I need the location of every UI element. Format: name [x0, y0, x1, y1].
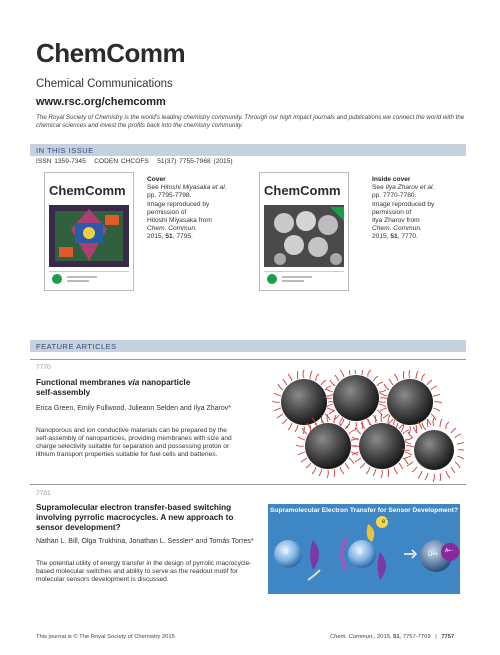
feature-articles-label: FEATURE ARTICLES	[36, 342, 117, 351]
cover-thumbnail[interactable]	[44, 172, 134, 291]
article-authors: Erica Green, Emily Fullwood, Julieann Selden and Ilya Zharov*	[36, 405, 231, 412]
article-title[interactable]: Functional membranes via nanoparticle self-assembly	[36, 378, 191, 397]
inside-cover-line1: Image reproduced by	[372, 200, 435, 208]
donor-label: D	[358, 550, 363, 556]
article-page-number: 7781	[36, 490, 51, 497]
inside-cover-author[interactable]: Ilya Zharov et al.	[385, 184, 435, 192]
cover-thumb-logo: ChemComm	[49, 183, 126, 198]
footer-year: , 2015,	[373, 634, 394, 640]
journal-url[interactable]: www.rsc.org/chemcomm	[36, 96, 166, 108]
cover-line2: permission of	[147, 208, 187, 216]
inside-cover-volume: 51	[390, 233, 398, 241]
inside-cover-thumb-logo: ChemComm	[264, 183, 341, 198]
inside-cover-caption	[372, 176, 452, 242]
footer-volume: 51	[393, 634, 400, 640]
rsc-blurb: The Royal Society of Chemistry is the world's leading chemistry community. Through our high impact journals and publications we connect the world with the chemical sciences and invest the profits back into the chemistry community.	[36, 114, 465, 129]
in-this-issue-label: IN THIS ISSUE	[36, 146, 94, 155]
acceptor-anion-label: A•−	[445, 548, 454, 554]
divider	[30, 484, 466, 485]
inside-cover-year: 2015,	[372, 233, 389, 241]
volume-pages: 51(37) 7755-7968 (2015)	[157, 158, 233, 165]
graphic-artwork	[268, 504, 460, 594]
inside-cover-line3: Ilya Zharov from	[372, 217, 420, 225]
cover-line1: Image reproduced by	[147, 200, 210, 208]
footer-copyright: This journal is © The Royal Society of Chemistry 2015	[36, 634, 175, 640]
inside-cover-see: See	[372, 184, 386, 192]
cover-year: 2015,	[147, 233, 164, 241]
cover-see: See	[147, 184, 161, 192]
feature-articles-bar	[30, 340, 466, 352]
donor-label: D	[284, 550, 289, 556]
cover-heading: Cover	[147, 176, 166, 183]
inside-cover-thumbnail[interactable]	[259, 172, 349, 291]
article-abstract: The potential utility of energy transfer in the design of pyrrolic macrocycle-based molecular switches and ability to serve as the readout motif for molecular sensors development is discussed.	[36, 560, 252, 583]
inside-cover-page: , 7770.	[397, 233, 418, 241]
article-page-number: 7770	[36, 364, 51, 371]
nanoparticle-graphic	[264, 370, 464, 482]
inside-cover-line2: permission of	[372, 208, 412, 216]
in-this-issue-bar	[30, 144, 466, 156]
coden: CODEN CHCOFS	[94, 158, 149, 165]
cover-author[interactable]: Hitoshi Miyasaka et al.	[160, 184, 227, 192]
issn: ISSN 1359-7345	[36, 158, 86, 165]
electron-transfer-graphic	[268, 504, 460, 594]
cover-artwork	[45, 173, 133, 290]
graphic-title: Supramolecular Electron Transfer for Sensor Development?	[270, 507, 458, 514]
inside-cover-pages: pp. 7770-7780.	[372, 192, 417, 200]
inside-cover-artwork	[260, 173, 348, 290]
journal-logo: ChemComm	[36, 38, 186, 68]
cover-pages: pp. 7795-7798.	[147, 192, 192, 200]
article-authors: Nathan L. Bill, Olga Trukhina, Jonathan L. Sessler* and Tomás Torres*	[36, 538, 254, 545]
footer-page-number: 7757	[441, 634, 455, 640]
cover-caption	[147, 176, 227, 242]
inside-cover-heading: Inside cover	[372, 176, 411, 183]
footer-citation	[330, 634, 454, 640]
issn-line	[36, 158, 233, 165]
footer-pages: , 7757-7769	[399, 634, 431, 640]
article-title[interactable]: Supramolecular electron transfer-based switching involving pyrrolic macrocycles. A new approach to sensor development?	[36, 503, 234, 532]
journal-subtitle: Chemical Communications	[36, 78, 173, 90]
footer-separator: |	[435, 634, 437, 640]
article-abstract: Nanoporous and ion conductive materials can be prepared by the self-assembly of nanoparticles, providing membranes with size and charge selectivity suitable for separation and possessing proton or lithium transport properties suitable for fuel cells and batteries.	[36, 427, 232, 458]
divider	[30, 359, 466, 360]
cover-page: , 7795.	[172, 233, 193, 241]
footer-journal: Chem. Commun.	[330, 634, 374, 640]
cover-journal: Chem. Commun.	[147, 225, 197, 233]
cover-volume: 51	[165, 233, 173, 241]
donor-cation-label: D•+	[428, 552, 438, 558]
cover-line3: Hitoshi Miyasaka from	[147, 217, 212, 225]
inside-cover-journal: Chem. Commun.	[372, 225, 422, 233]
electron-label: e⁻	[382, 519, 389, 525]
